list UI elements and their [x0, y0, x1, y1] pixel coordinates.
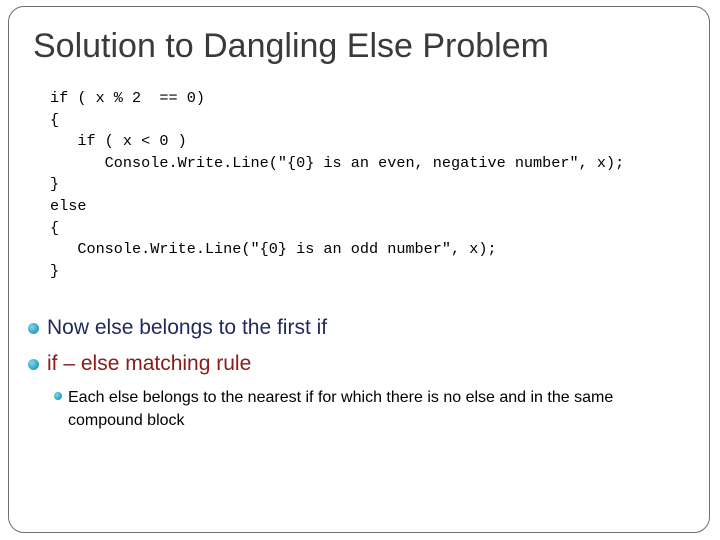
bullet-icon: [28, 323, 39, 334]
code-block: [50, 88, 624, 282]
code-line: {: [50, 218, 60, 237]
bullet-item: [28, 316, 327, 340]
code-line: }: [50, 175, 60, 194]
bullet-item: [28, 352, 251, 376]
code-line: Console.Write.Line("{0} is an odd number", x);: [50, 240, 497, 259]
sub-bullet-text-line2: compound block: [68, 412, 185, 429]
code-line: }: [50, 261, 60, 280]
sub-bullet-icon: [54, 392, 62, 400]
sub-bullet-text-line1: Each else belongs to the nearest if for which there is no else and in the same: [68, 389, 614, 406]
bullet-text: if – else matching rule: [47, 352, 252, 375]
code-line: Console.Write.Line("{0} is an even, negative number", x);: [50, 153, 625, 172]
bullet-icon: [28, 359, 39, 370]
code-line: if ( x < 0 ): [50, 132, 187, 151]
code-line: else: [50, 196, 87, 215]
bullet-text: Now else belongs to the first if: [47, 316, 328, 339]
slide-title: Solution to Dangling Else Problem: [33, 27, 549, 65]
code-line: if ( x % 2 == 0): [50, 89, 205, 107]
code-line: {: [50, 110, 60, 129]
sub-bullet-item: [54, 386, 704, 432]
